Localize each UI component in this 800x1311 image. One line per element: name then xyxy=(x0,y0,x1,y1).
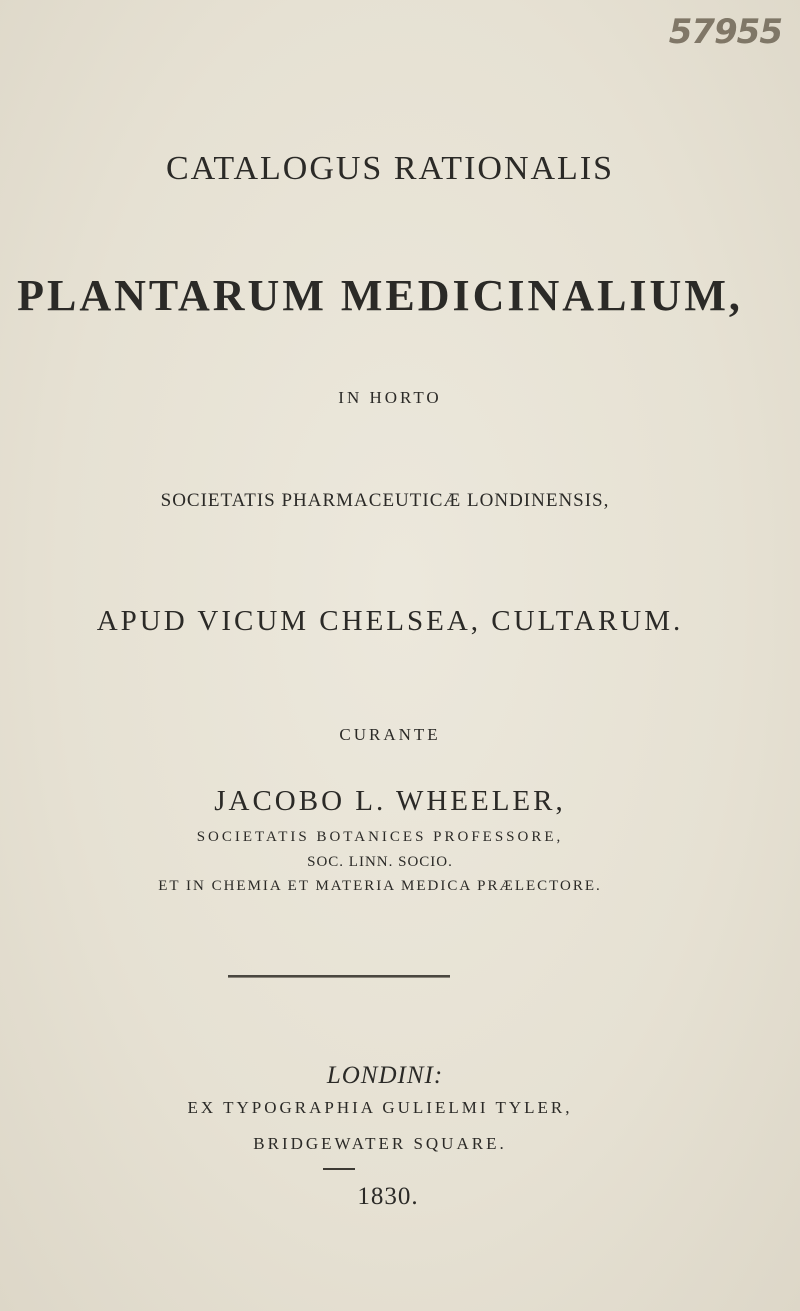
divider-rule xyxy=(228,975,450,978)
in-horto-line: IN HORTO xyxy=(338,388,442,407)
imprint-city: LONDINI: xyxy=(326,1062,444,1089)
author-role-2: SOC. LINN. SOCIO. xyxy=(307,854,453,870)
imprint-printer: EX TYPOGRAPHIA GULIELMI TYLER, xyxy=(187,1098,573,1117)
title-line-1: CATALOGUS RATIONALIS xyxy=(165,150,615,187)
imprint-year: 1830. xyxy=(357,1183,419,1210)
shelfmark-annotation: 57955 xyxy=(668,12,782,52)
title-line-2: PLANTARUM MEDICINALIUM, xyxy=(17,271,743,320)
apud-line: APUD VICUM CHELSEA, CULTARUM. xyxy=(96,605,684,637)
short-divider-rule xyxy=(323,1168,355,1170)
author-role-3: ET IN CHEMIA ET MATERIA MEDICA PRÆLECTORE. xyxy=(158,878,602,894)
societatis-line: SOCIETATIS PHARMACEUTICÆ LONDINENSIS, xyxy=(160,490,610,511)
imprint-address: BRIDGEWATER SQUARE. xyxy=(253,1134,507,1153)
author-name: JACOBO L. WHEELER, xyxy=(214,785,566,817)
curante-line: CURANTE xyxy=(339,725,441,744)
author-role-1: SOCIETATIS BOTANICES PROFESSORE, xyxy=(196,829,564,845)
